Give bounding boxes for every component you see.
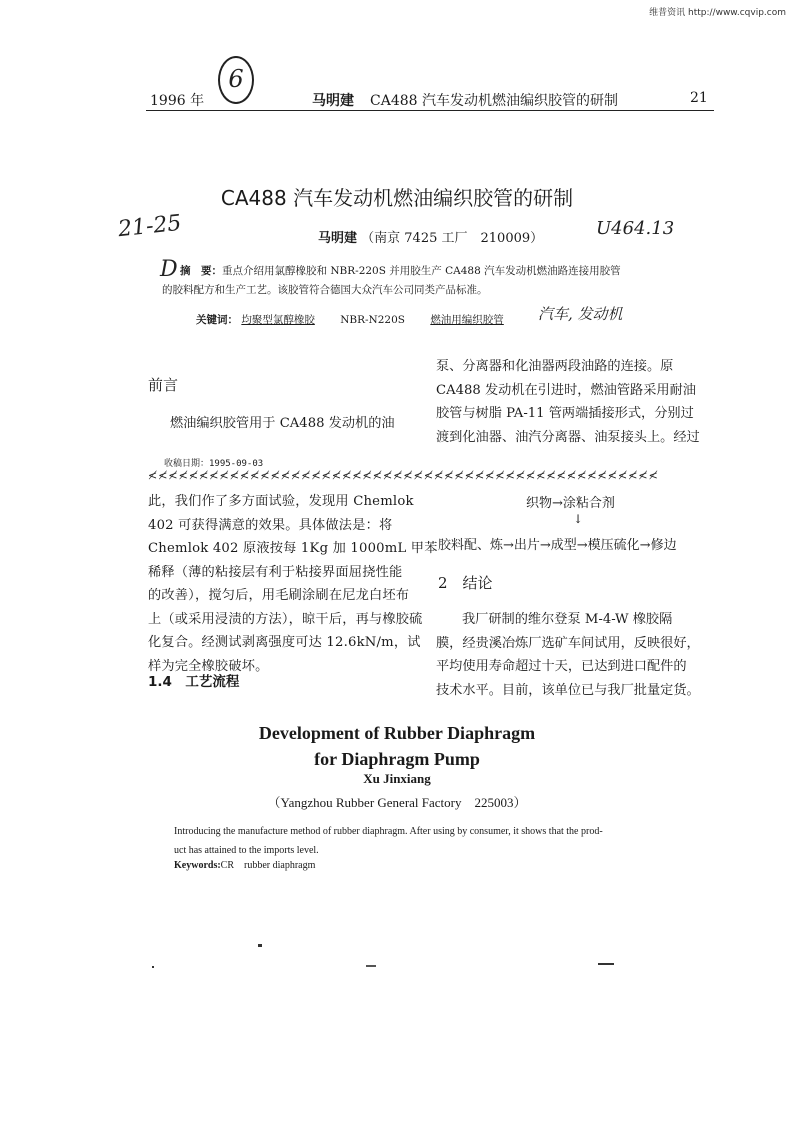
abstract [180, 262, 740, 281]
lower-left-column [148, 490, 438, 678]
text-line: 样为完全橡胶破坏。 [148, 658, 269, 674]
english-author: Xu Jinxiang [363, 771, 431, 786]
flow-bottom: 胶料配、炼→出片→成型→模压硫化→修边 [438, 538, 677, 553]
text-line: 我厂研制的维尔登泵 M-4-W 橡胶隔 [462, 612, 673, 627]
scan-speck [366, 965, 376, 967]
article-title: CA488 汽车发动机燃油编织胶管的研制 [220, 186, 574, 210]
english-keywords [174, 856, 315, 871]
header-rule [146, 110, 714, 111]
section-heading-preface: 前言 [148, 376, 179, 394]
english-title-line-2: for Diaphragm Pump [314, 749, 480, 769]
scan-dash [598, 963, 614, 965]
header-year: 1996 年 [150, 93, 205, 109]
english-keywords-label: Keywords: [174, 860, 221, 871]
text-line: 此，我们作了多方面试验，发现用 Chemlok [148, 494, 414, 509]
author-affiliation: （南京 7425 工厂 210009） [361, 231, 544, 246]
keywords-label: 关键词： [196, 314, 238, 326]
preface-text: 燃油编织胶管用于 CA488 发动机的油 [170, 416, 395, 431]
author-line [318, 227, 543, 246]
scan-speck [258, 944, 262, 947]
text-line: 渡到化油器、油汽分离器、油泵接头上。经过 [436, 429, 700, 445]
text-line: 膜，经贵溪冶炼厂选矿车间试用，反映很好， [436, 635, 700, 651]
flow-arrow: ↓ [573, 512, 584, 526]
decorative-separator-row: ≮≮≮≮≮≮≮≮≮≮≮≮≮≮≮≮≮≮≮≮≮≮≮≮≮≮≮≮≮≮≮≮≮≮≮≮≮≮≮≮≮≮≮≮≮≮≮≮≮≮ [148, 469, 659, 482]
text-line: 稀释（薄的粘接层有利于粘接界面屈挠性能 [148, 564, 403, 580]
keywords [196, 312, 504, 327]
flow-top: 织物→涂粘合剂 [526, 496, 615, 511]
english-abstract-line-1: Introducing the manufacture method of rubber diaphragm. After using by consumer, it shows that the prod- [174, 826, 603, 837]
author-name: 马明建 [318, 231, 358, 246]
abstract-line-2: 的胶料配方和生产工艺。该胶管符合德国大众汽车公司同类产品标准。 [162, 284, 488, 296]
scan-speck [152, 966, 154, 968]
english-abstract-line-2: uct has attained to the imports level. [174, 845, 319, 856]
text-line: 化复合。经测试剥离强度可达 12.6kN/m，试 [148, 635, 421, 650]
english-abstract [174, 822, 714, 860]
handwritten-keyword-note: 汽车, 发动机 [538, 305, 623, 323]
keyword-3: 燃油用编织胶管 [430, 314, 504, 326]
text-line: 技术水平。目前，该单位已与我厂批量定货。 [436, 682, 700, 698]
header-page-number: 21 [690, 90, 708, 106]
handwritten-marker: D [160, 257, 178, 282]
english-affiliation: （Yangzhou Rubber General Factory 225003） [267, 795, 527, 810]
circle-mark-text: 6 [228, 65, 244, 93]
abstract-line-1: 重点介绍用氯醇橡胶和 NBR-220S 并用胶生产 CA488 汽车发动机燃油路连接用胶管 [222, 265, 621, 277]
received-date: 收稿日期：1995-09-03 [164, 459, 264, 469]
header-running-title: CA488 汽车发动机燃油编织胶管的研制 [370, 93, 618, 109]
section-heading-process-flow: 1.4 工艺流程 [148, 674, 240, 690]
text-line: 胶管与树脂 PA-11 管两端插接形式，分别过 [436, 406, 694, 421]
text-line: 泵、分离器和化油器两段油路的连接。原 [436, 359, 674, 374]
handwritten-pages: 21-25 [116, 210, 183, 243]
abstract-label: 摘 要： [180, 265, 222, 277]
watermark: 维普资讯 http://www.cqvip.com [649, 8, 786, 18]
english-title-line-1: Development of Rubber Diaphragm [258, 723, 536, 743]
conclusion-column [436, 608, 700, 702]
text-line: 平均使用寿命超过十天，已达到进口配件的 [436, 659, 687, 674]
section-heading-conclusion: 2 结论 [438, 574, 493, 592]
keyword-1: 均聚型氯醇橡胶 [241, 314, 315, 326]
upper-right-column [436, 355, 700, 449]
header-author: 马明建 [312, 93, 354, 109]
text-line: CA488 发动机在引进时，燃油管路采用耐油 [436, 382, 696, 398]
english-keywords-text: CR rubber diaphragm [220, 860, 316, 871]
text-line: 的改善），搅匀后，用毛刷涂刷在尼龙白坯布 [148, 588, 410, 603]
handwritten-class-code: U464.13 [596, 218, 675, 239]
keyword-2: NBR-N220S [340, 314, 405, 326]
text-line: 402 可获得满意的效果。具体做法是：将 [148, 517, 393, 533]
text-line: Chemlok 402 原液按每 1Kg 加 1000mL 甲苯 [148, 541, 438, 556]
english-title [0, 720, 794, 772]
handwritten-circle-mark [218, 56, 254, 104]
text-line: 上（或采用浸渍的方法），晾干后，再与橡胶硫 [148, 611, 423, 627]
